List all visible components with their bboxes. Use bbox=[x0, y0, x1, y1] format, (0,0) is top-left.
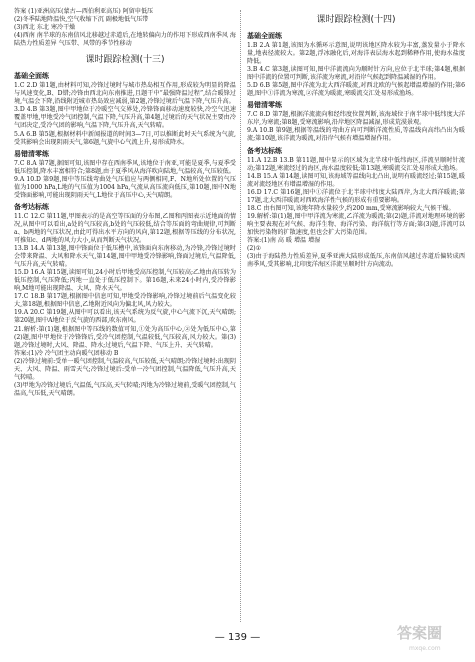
right-answer-5-6: 5.D 6.B 第5题,图中洋流为北大西洋暖流,对西北欧的气候起增温增湿的作用;第6题,图中①洋流为寒流,②洋流为暖流,寒暖流交汇处易形成渔场。 bbox=[247, 82, 465, 98]
left-column bbox=[14, 8, 236, 398]
answer-17-18: 17.C 18.B 第17题,根据图中信息可知,甲地受冷锋影响,冷锋过境前后气温变化较大,第18题,根据图中信息,乙地附近风向为偏北风,风力较大。 bbox=[14, 293, 236, 309]
page-number: — 139 — bbox=[214, 632, 261, 643]
right-answer-16-17: 16.D 17.C 第16题,图中①洋流位于北半球中纬度大陆西岸,为北大西洋暖流;第17题,北大西洋暖流对西欧海洋性气候的形成有重要影响。 bbox=[247, 188, 465, 204]
watermark-text: 答案圈 bbox=[397, 624, 443, 642]
answer-13-14: 13.B 14.A 第13题,图中锋面位于低压槽中,该锋面向东南移动,为冷锋,冷锋过境时会带来降温、大风和降水天气,第14题,图中甲地受冷锋影响,锋面过境后,气温降低,气压升高,天气转晴。 bbox=[14, 245, 236, 269]
answer-21-part-3: (3)甲地为冷锋过境后,气温低,气压高,天气转晴;丙地为冷锋过境前,受暖气团控制,气温高,气压低,天气晴朗。 bbox=[14, 381, 236, 397]
answer-5-6: 5.A 6.B 第5题,根据材料中新闻报道的时间3—7日,可以推断此时天气系统为气旋,受其影响会出现阴雨天气,第6题,气旋中心气流上升,易形成降水。 bbox=[14, 130, 236, 146]
right-answer-19-part-3: (3)由于海陆热力性质差异,夏季亚洲大陆形成低压,东南信风越过赤道后偏转成西南季风,受其影响,北印度洋海区洋流呈顺时针方向流动。 bbox=[247, 253, 465, 269]
right-answer-19-analysis: 19.解析:第(1)题,图中甲洋流为寒流,乙洋流为暖流;第(2)题,洋流对地理环境的影响主要表现在对气候、海洋生物、海洋污染、海洋航行等方面;第(3)题,洋流可以加快污染物的扩散速度,但也会扩大污染范围。 bbox=[247, 212, 465, 236]
column-divider bbox=[240, 10, 241, 622]
right-answer-19-part-2: (2)① bbox=[247, 245, 262, 253]
right-answer-9-10: 9.A 10.B 第9题,根据等温线的弯曲方向可判断洋流性质,等温线向高纬凸出为暖流;第10题,该洋流为暖流,对沿岸气候有增温增湿作用。 bbox=[247, 127, 465, 143]
heading-basic-practice: 基础全面练 bbox=[14, 72, 49, 81]
answer-21-analysis: 21.解析:第(1)题,根据图中等压线的数值可知,①处为高压中心,②处为低压中心,第(2)题,图中甲地位于冷锋锋后,受冷气团控制,气温较低,气压较高,风力较大。第(3)题,冷锋过境时,大风、降温、降水;过境后,气温下降、气压上升、天气转晴。 bbox=[14, 325, 236, 349]
heading-error-clearing: 易错清零练 bbox=[14, 149, 49, 158]
heading-basic-practice-right: 基础全面练 bbox=[247, 32, 282, 40]
answer-11-12: 11.C 12.C 第11题,甲图表示的是高空等压面的分布图,乙图和丙图表示近地面的情况,从图中可以看出,a处的气压较高,b处的气压较低,结合等压面的弯曲规律,可判断a、b两地的气压状况,由此可得出水平方向的风向,第12题,根据等压线的分布状况,可推知c、d两地的风力大小,从而判断天气状况。 bbox=[14, 212, 236, 244]
heading-exam-prep-right: 备考达标练 bbox=[247, 146, 282, 155]
answer-1-2: 1.C 2.D 第1题,由材料可知,冷锋过境时与城市热岛相互作用,形成较为明显的降温与风速变化,B、D错;冷锋由西北向东南推进,且题干中“最强降温过程”,结合暖锋过境,气温会下降,沿线附近城市热岛效应减弱,第2题,冷锋过境后气温下降,气压升高。 bbox=[14, 82, 236, 106]
top-answer-line-2: (2)冬季陆地降温快,空气收缩下沉 副极地低气压带 bbox=[14, 16, 149, 24]
answer-21-part-1: 答案:(1)冷 冷气团主动向暖气团移动 B bbox=[14, 349, 119, 357]
answer-15-16: 15.D 16.A 第15题,读图可知,24小时后甲地受高压控制,气压较高;乙地由高压转为低压控制,气压降低;丙地一直处于低压控制下。第16题,未来24小时内,受冷锋影响,M地可能出现降温、大风、降水天气。 bbox=[14, 269, 236, 293]
right-answer-7-8: 7.C 8.D 第7题,根据洋流流向和经纬度位置判断,该海域位于南半球中低纬度大洋东岸,为寒流;第8题,受寒流影响,沿岸地区降温减湿,形成荒漠景观。 bbox=[247, 111, 465, 127]
right-answer-19-part-1: 答案:(1)南 高 暖 增温 增湿 bbox=[247, 236, 321, 244]
right-answer-18: 18.C 由右图可知,该地年降水量较少,约200 mm,受寒流影响较大,气候干燥。 bbox=[247, 204, 455, 212]
heading-exam-prep: 备考达标练 bbox=[14, 202, 49, 211]
watermark-url: mxqe.com bbox=[409, 645, 441, 652]
right-column bbox=[247, 8, 465, 269]
answer-19-20: 19.A 20.C 第19题,从图中可以看出,该天气系统为反气旋,中心气流下沉,天气晴朗;第20题,图中A地位于反气旋的西部,吹东南风。 bbox=[14, 309, 236, 325]
top-answer-line-3: (3)西北 东北 寒冷干燥 bbox=[14, 24, 76, 32]
top-answer-line-4: (4)西南 南半球的东南信风北移越过赤道后,在地转偏向力的作用下形成西南季风 海陆热力性质差异 气压带、风带的季节性移动 bbox=[14, 32, 236, 48]
right-answer-11-13: 11.A 12.B 13.B 第11题,图中显示的区域为北半球中低纬海区,洋流呈顺时针流动;第12题,寒流经过的海区,海水温度较低;第13题,寒暖流交汇处易形成大渔场。 bbox=[247, 156, 465, 172]
answer-21-part-2: (2)冷锋过境前:受单一暖气团控制,气温较高,气压较低,天气晴朗;冷锋过境时:出现阴天、大风、降温、雨雪天气;冷锋过境后:受单一冷气团控制,气温降低,气压升高,天气转晴。 bbox=[14, 357, 236, 381]
section-title-14: 课时跟踪检测(十四) bbox=[316, 15, 396, 25]
right-answer-1-2: 1.B 2.A 第1题,该图为水循环示意图,说明该地区降水较为丰富,蒸发量小于降水量,地表径流较大。第2题,浮冰融化后,对海洋表层海水起到稀释作用,使海水盐度降低。 bbox=[247, 42, 465, 66]
section-title-13: 课时跟踪检测(十三) bbox=[85, 55, 165, 66]
answer-9-10: 9.A 10.D 第9题,图中等压线弯曲处气压值应与两侧相同,F、N地所处位置的气压值为1000 hPa,L地的气压值为1004 hPa,气流从高压流向低压,第10题,图中N地受锋面影响,可能出现阴雨天气,L地位于高压中心,天气晴朗。 bbox=[14, 175, 236, 199]
watermark-logo bbox=[395, 618, 467, 656]
right-answer-3-4: 3.B 4.C 第3题,读图可知,图中洋流流向为顺时针方向,应位于北半球;第4题,根据图中洋流的位置可判断,该洋流为寒流,对沿岸气候起到降温减湿的作用。 bbox=[247, 66, 465, 82]
right-answer-14-15: 14.B 15.A 第14题,读图可知,该海域等温线向北凸出,说明有暖流经过;第15题,暖流对流经地区有增温增湿的作用。 bbox=[247, 172, 465, 188]
answer-7-8: 7.C 8.A 第7题,据图可知,该图中存在西南季风,该地位于南亚,可能是夏季,与夏季受低压控制,降水丰富相符合;第8题,由于夏季风从海洋吹向陆地,气温较高,气压较低。 bbox=[14, 159, 236, 175]
heading-error-clearing-right: 易错清零练 bbox=[247, 101, 282, 110]
answer-3-4: 3.D 4.B 第3题,图中甲地位于冷暖空气交界处,冷锋锋面移动速度较快,冷空气迅速覆盖甲地,甲地受冷气团控制,气温下降,气压升高,第4题,过境后的天气状况主要由冷气团决定,受冷气团的影响,气温下降,气压升高,天气转晴。 bbox=[14, 106, 236, 130]
top-answer-line-1: 答案 (1)亚洲高压(蒙古—西伯利亚高压) 阿留申低压 bbox=[14, 8, 154, 15]
